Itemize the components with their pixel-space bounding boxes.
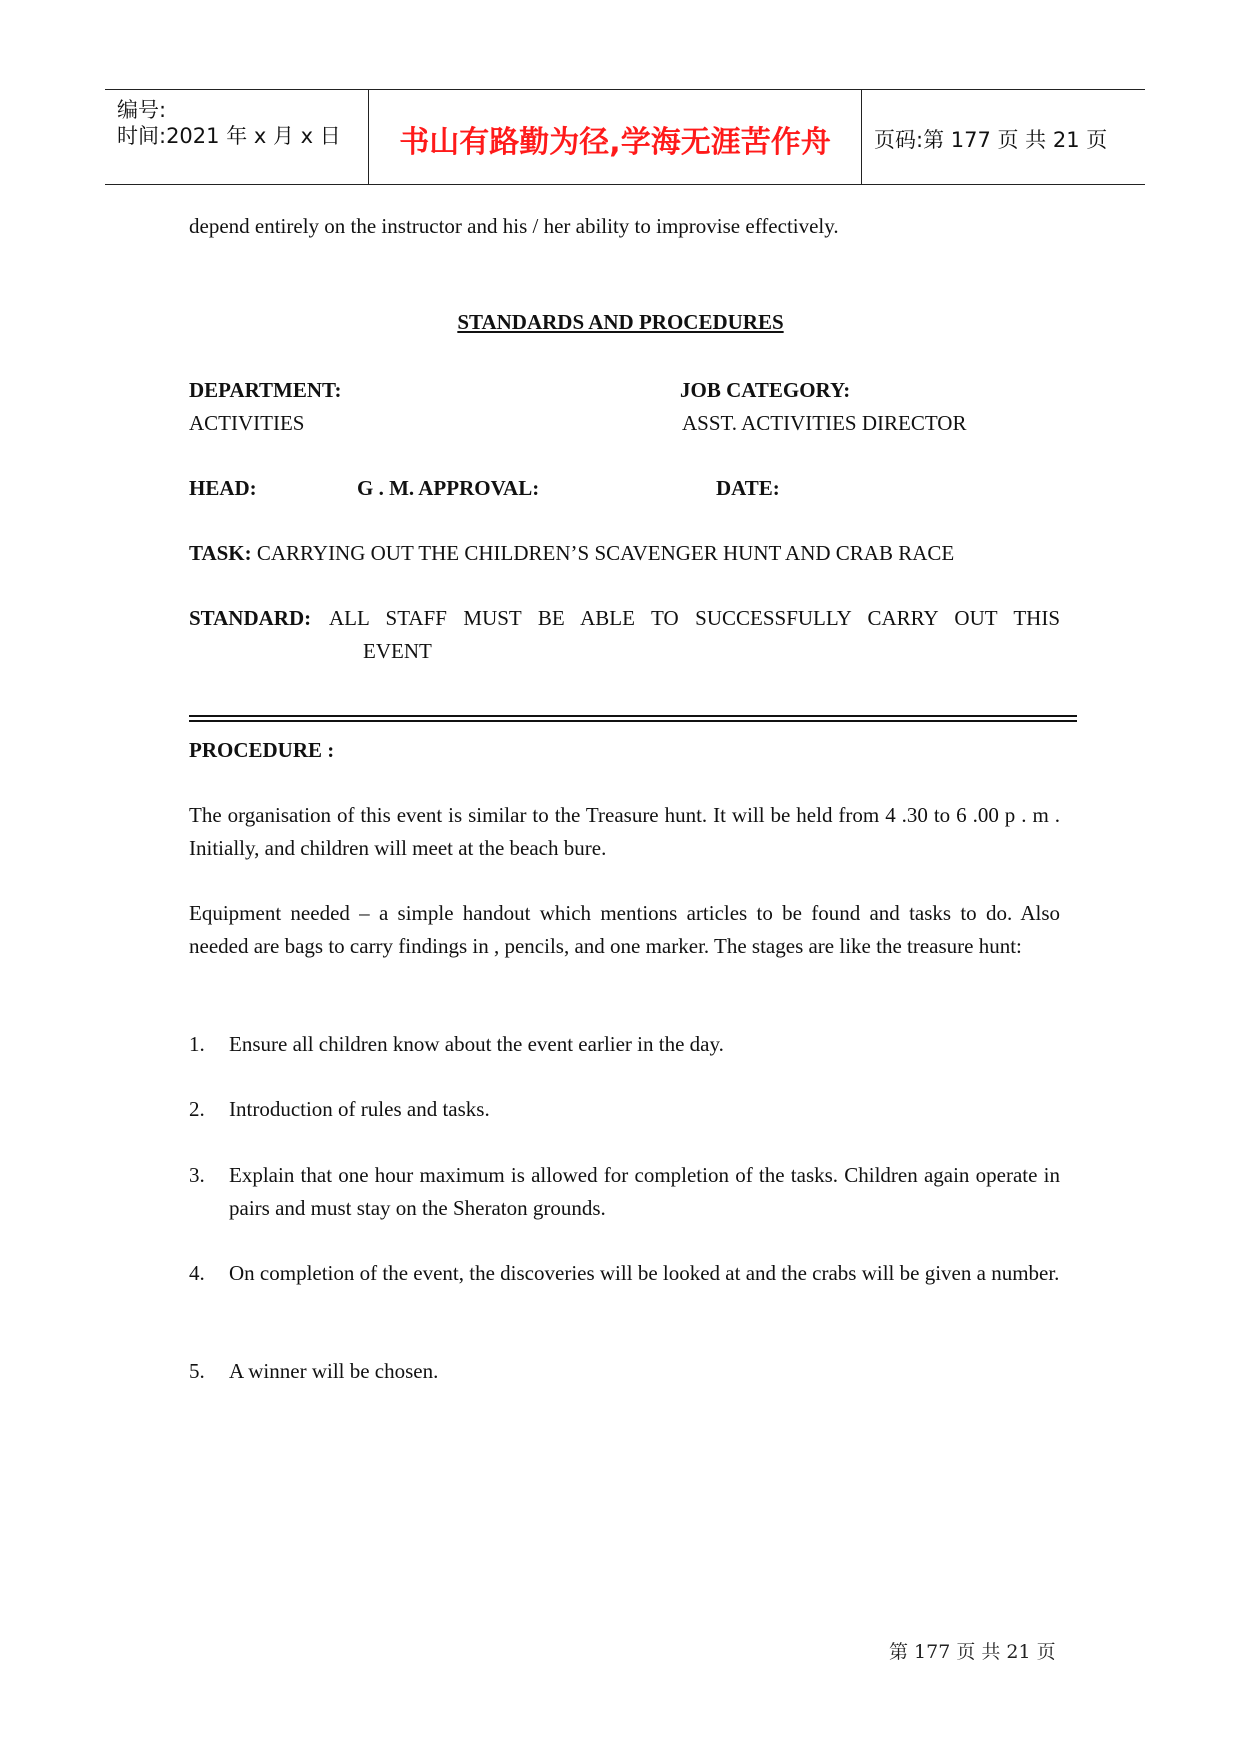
task-label: TASK: <box>189 541 252 565</box>
step-4-text: On completion of the event, the discoveries will be looked at and the crabs will be given a number. <box>229 1261 1060 1285</box>
step-5-text: A winner will be chosen. <box>229 1359 439 1383</box>
header-motto-cell <box>368 90 862 184</box>
task-line <box>189 537 954 570</box>
job-category-label: JOB CATEGORY: <box>680 378 851 402</box>
job-category-value: ASST. ACTIVITIES DIRECTOR <box>682 411 967 435</box>
page-title: STANDARDS AND PROCEDURES <box>457 310 784 334</box>
step-2-number: 2. <box>189 1097 205 1121</box>
header-left-cell <box>105 90 368 184</box>
procedure-label: PROCEDURE : <box>189 738 335 762</box>
step-2-text: Introduction of rules and tasks. <box>229 1097 490 1121</box>
step-5-number: 5. <box>189 1359 205 1383</box>
page-footer: 第 177 页 共 21 页 <box>889 1641 1056 1663</box>
standard-label: STANDARD: <box>189 606 312 630</box>
step-4-number: 4. <box>189 1261 205 1285</box>
step-1-number: 1. <box>189 1032 205 1056</box>
time-label: 时间:2021 年 x 月 x 日 <box>117 124 341 148</box>
gm-approval-label: G . M. APPROVAL: <box>357 476 540 500</box>
divider-rule-bottom <box>189 720 1077 722</box>
standard-line-2: EVENT <box>363 639 432 663</box>
divider-rule-top <box>189 715 1077 717</box>
head-label: HEAD: <box>189 476 257 500</box>
paragraph-1: The organisation of this event is similar to the Treasure hunt. It will be held from 4 .30 to 6 .00 p . m . Initially, and children will meet at the beach bure. <box>189 803 1060 860</box>
intro-line: depend entirely on the instructor and his / her ability to improvise effectively. <box>189 214 839 238</box>
date-label: DATE: <box>716 476 780 500</box>
task-value: CARRYING OUT THE CHILDREN’S SCAVENGER HUNT AND CRAB RACE <box>256 541 955 565</box>
motto: 书山有路勤为径,学海无涯苦作舟 <box>399 125 831 160</box>
header-table <box>105 89 1145 185</box>
number-label: 编号: <box>117 98 167 122</box>
step-3-number: 3. <box>189 1163 205 1187</box>
paragraph-2: Equipment needed – a simple handout which mentions articles to be found and tasks to do. Also needed are bags to carry findings in , pencils, and one marker. The stages are like the treasure hunt: <box>189 901 1060 958</box>
standard-line-1: ALL STAFF MUST BE ABLE TO SUCCESSFULLY CARRY OUT THIS <box>329 606 1060 630</box>
department-label: DEPARTMENT: <box>189 378 342 402</box>
step-1-text: Ensure all children know about the event earlier in the day. <box>229 1032 724 1056</box>
step-3-text: Explain that one hour maximum is allowed for completion of the tasks. Children again operate in pairs and must stay on the Sheraton grounds. <box>229 1163 1060 1220</box>
header-page-cell <box>862 90 1145 184</box>
page-label: 页码:第 177 页 共 21 页 <box>874 128 1108 152</box>
department-value: ACTIVITIES <box>189 411 305 435</box>
